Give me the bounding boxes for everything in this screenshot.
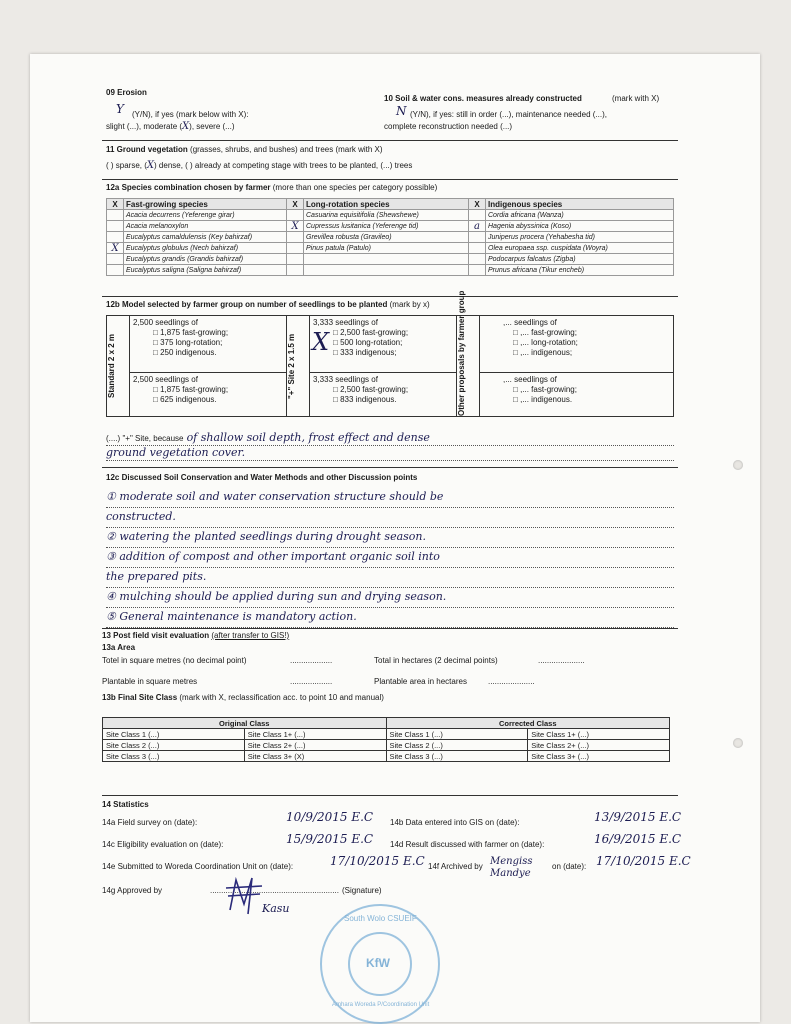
s14a-label: 14a Field survey on (date): xyxy=(102,818,198,827)
corrected-class-plus[interactable]: Site Class 3+ (...) xyxy=(528,751,670,762)
s14c-label: 14c Eligibility evaluation on (date): xyxy=(102,840,224,849)
std1-line: □ 1,875 fast-growing; xyxy=(153,328,229,337)
s14d-label: 14d Result discussed with farmer on (date): xyxy=(390,840,545,849)
other1-line: □ ,... fast-growing; xyxy=(513,328,577,337)
original-class-plus[interactable]: Site Class 2+ (...) xyxy=(244,740,386,751)
s09-answer: Y xyxy=(116,102,124,116)
plus1-line: □ 333 indigenous; xyxy=(333,348,397,357)
stamp-center: KfW xyxy=(366,956,390,970)
s14b-label: 14b Data entered into GIS on (date): xyxy=(390,818,520,827)
s09-line2: slight (...), moderate (X), severe (...) xyxy=(106,121,235,132)
std1-line: □ 250 indigenous. xyxy=(153,348,217,357)
indig-species: Olea europaea ssp. cuspidata (Woyra) xyxy=(486,243,674,254)
plant-ha-label: Plantable area in hectares xyxy=(374,677,467,686)
fast-species: Eucalyptus camaldulensis (Key bahirzaf) xyxy=(124,232,287,243)
approved-by-field[interactable]: .......................................................... xyxy=(210,886,339,895)
s14e-label: 14e Submitted to Woreda Coordination Unit on (date): xyxy=(102,862,294,871)
plant-sqm-field[interactable]: ................... xyxy=(290,677,333,686)
other2-line: □ ,... indigenous. xyxy=(513,394,573,404)
col-x: X xyxy=(107,199,124,210)
std2-total: 2,500 seedlings of xyxy=(133,374,198,384)
s14-title: 14 Statistics xyxy=(102,800,149,809)
erosion-section xyxy=(102,82,678,140)
indig-species: Juniperus procera (Yehabesha tid) xyxy=(486,232,674,243)
s14f-name: Mengiss Mandye xyxy=(490,856,533,879)
indig-species: Cordia africana (Wanza) xyxy=(486,210,674,221)
s10-answer: N xyxy=(396,104,407,118)
site-class-row xyxy=(103,729,670,740)
s14g-label: 14g Approved by xyxy=(102,886,163,895)
s10-line2: complete reconstruction needed (...) xyxy=(384,122,513,131)
standard-label-cell xyxy=(107,316,130,417)
s12c-title: 12c Discussed Soil Conservation and Water Methods and other Discussion points xyxy=(106,473,418,482)
indig-species: Hagenia abyssinica (Koso) xyxy=(486,221,674,232)
s14f-on: on (date): xyxy=(552,862,587,871)
reason-line-1: (....) "+" Site, because of shallow soil depth, frost effect and dense xyxy=(106,431,674,446)
indig-mark xyxy=(469,243,486,254)
area-title: 13a Area xyxy=(102,643,136,652)
approver-handwriting: Kasu xyxy=(262,902,290,915)
form-content xyxy=(102,82,691,936)
plus2-total: 3,333 seedlings of xyxy=(313,374,378,384)
long-species: Pinus patula (Patulo) xyxy=(304,243,469,254)
stamp-top: South Wolo CSUEIF xyxy=(344,914,417,923)
long-header: Long-rotation species xyxy=(304,199,469,210)
species-row xyxy=(107,243,674,254)
s12a-title: 12a Species combination chosen by farmer (more than one species per category possible) xyxy=(106,183,438,192)
std2-line: □ 1,875 fast-growing; xyxy=(153,384,229,394)
fast-mark xyxy=(107,254,124,265)
fast-header: Fast-growing species xyxy=(124,199,287,210)
species-row xyxy=(107,221,674,232)
indig-mark xyxy=(469,210,486,221)
s14a-value: 10/9/2015 E.C xyxy=(286,810,374,824)
other1-total: ,... seedlings of xyxy=(503,318,557,327)
plus-mark: X xyxy=(312,328,330,356)
other1-line: □ ,... long-rotation; xyxy=(513,338,578,347)
fast-mark xyxy=(107,232,124,243)
species-row xyxy=(107,210,674,221)
site-class-row xyxy=(103,740,670,751)
corrected-class-plus[interactable]: Site Class 1+ (...) xyxy=(528,729,670,740)
other-option-2 xyxy=(480,372,674,416)
other-option-1 xyxy=(480,316,674,373)
s10-title: 10 Soil & water cons. measures already constructed xyxy=(384,94,582,103)
fast-species: Acacia decurrens (Yeferenge girar) xyxy=(124,210,287,221)
discussion-line: constructed. xyxy=(106,508,674,528)
long-mark xyxy=(287,254,304,265)
corrected-class[interactable]: Site Class 3 (...) xyxy=(386,751,528,762)
s14f-label: 14f Archived by xyxy=(428,862,483,871)
signature-label: (Signature) xyxy=(342,886,382,895)
discussion-line: ③ addition of compost and other important organic soil into xyxy=(106,548,674,568)
long-mark xyxy=(287,265,304,276)
std2-line: □ 625 indigenous. xyxy=(153,394,217,404)
fast-species: Eucalyptus grandis (Grandis bahirzaf) xyxy=(124,254,287,265)
s14b-value: 13/9/2015 E.C xyxy=(594,810,682,824)
corrected-class-plus[interactable]: Site Class 2+ (...) xyxy=(528,740,670,751)
indig-mark xyxy=(469,265,486,276)
site-class-table xyxy=(102,717,670,762)
std-option-2 xyxy=(130,372,287,416)
fast-species: Eucalyptus globulus (Nech bahirzaf) xyxy=(124,243,287,254)
indig-mark: a xyxy=(469,221,486,232)
s09-title: 09 Erosion xyxy=(106,88,147,97)
s14e-value: 17/10/2015 E.C xyxy=(330,854,425,868)
plus-label: "+" Site 2 x 1.5 m xyxy=(287,333,296,399)
col-x: X xyxy=(469,199,486,210)
discussion-line: ② watering the planted seedlings during drought season. xyxy=(106,528,674,548)
corrected-class[interactable]: Site Class 1 (...) xyxy=(386,729,528,740)
fast-species: Acacia melanoxylon xyxy=(124,221,287,232)
long-species xyxy=(304,265,469,276)
plus-option-1 xyxy=(310,316,457,373)
original-class[interactable]: Site Class 1 (...) xyxy=(103,729,245,740)
col-x: X xyxy=(287,199,304,210)
other2-line: □ ,... fast-growing; xyxy=(513,384,577,394)
species-row xyxy=(107,232,674,243)
discussion-line: ④ mulching should be applied during sun and drying season. xyxy=(106,588,674,608)
s10-line1: (Y/N), if yes: still in order (...), maintenance needed (...), xyxy=(410,110,607,119)
s10-title-suffix: (mark with X) xyxy=(612,94,660,103)
post-field-section xyxy=(102,628,678,795)
stamp-bottom: Amhara Woreda P/Coordination Unit xyxy=(332,1002,430,1008)
punch-hole xyxy=(733,738,743,748)
plus-label-cell xyxy=(287,316,310,417)
site-class-row xyxy=(103,751,670,762)
long-mark: X xyxy=(287,221,304,232)
plus-option-2 xyxy=(310,372,457,416)
long-species: Cupressus lusitanica (Yeferenge tid) xyxy=(304,221,469,232)
plus1-line: □ 2,500 fast-growing; xyxy=(333,328,409,337)
plant-ha-field[interactable]: ..................... xyxy=(488,677,535,686)
s13-title: 13 Post field visit evaluation (after transfer to GIS!) xyxy=(102,631,290,640)
species-row xyxy=(107,265,674,276)
punch-hole xyxy=(733,460,743,470)
plant-sqm-label: Plantable in square metres xyxy=(102,677,198,686)
official-stamp xyxy=(320,904,440,1024)
plus-site-reason xyxy=(106,431,674,461)
species-row xyxy=(107,254,674,265)
long-mark xyxy=(287,232,304,243)
indig-species: Prunus africana (Tikur encheb) xyxy=(486,265,674,276)
discussion-line: the prepared pits. xyxy=(106,568,674,588)
discussion-lines xyxy=(106,488,674,628)
original-class-plus[interactable]: Site Class 1+ (...) xyxy=(244,729,386,740)
long-species xyxy=(304,254,469,265)
reason-line-2: ground vegetation cover. xyxy=(106,446,674,461)
std1-line: □ 375 long-rotation; xyxy=(153,338,223,347)
std1-total: 2,500 seedlings of xyxy=(133,318,198,327)
s09-line1: (Y/N), if yes (mark below with X): xyxy=(132,110,249,119)
corrected-class[interactable]: Site Class 2 (...) xyxy=(386,740,528,751)
species-table xyxy=(106,198,674,276)
plus2-line: □ 2,500 fast-growing; xyxy=(333,384,409,394)
fast-mark xyxy=(107,210,124,221)
long-species: Casuarina equisitifolia (Shewshewe) xyxy=(304,210,469,221)
s11-options: ( ) sparse, (X) dense, ( ) already at competing stage with trees to be planted, (...) trees xyxy=(106,160,413,171)
s12b-title: 12b Model selected by farmer group on number of seedlings to be planted (mark by x) xyxy=(106,300,430,309)
s11-title: 11 Ground vegetation (grasses, shrubs, and bushes) and trees (mark with X) xyxy=(106,145,383,154)
other2-total: ,... seedlings of xyxy=(503,374,557,384)
long-mark xyxy=(287,210,304,221)
s14f-value: 17/10/2015 E.C xyxy=(596,854,691,868)
discussion-line: ① moderate soil and water conservation structure should be xyxy=(106,488,674,508)
plus2-line: □ 833 indigenous. xyxy=(333,394,397,404)
long-species: Grevillea robusta (Gravileo) xyxy=(304,232,469,243)
total-ha-field[interactable]: ..................... xyxy=(538,656,585,665)
total-sqm-label: Totel in square metres (no decimal point) xyxy=(102,656,247,665)
discussion-section xyxy=(102,467,678,628)
original-class-header: Original Class xyxy=(103,718,387,729)
plus1-line: □ 500 long-rotation; xyxy=(333,338,403,347)
original-class[interactable]: Site Class 3 (...) xyxy=(103,751,245,762)
species-section xyxy=(102,179,678,296)
std-option-1 xyxy=(130,316,287,373)
other-label-cell xyxy=(457,290,480,417)
indig-header: Indigenous species xyxy=(486,199,674,210)
standard-label: Standard 2 x 2 m xyxy=(107,333,116,399)
fast-mark xyxy=(107,265,124,276)
fast-mark: X xyxy=(107,243,124,254)
other1-line: □ ,... indigenous; xyxy=(513,348,573,357)
s14d-value: 16/9/2015 E.C xyxy=(594,832,682,846)
long-mark xyxy=(287,243,304,254)
original-class-plus[interactable]: Site Class 3+ (X) xyxy=(244,751,386,762)
model-section xyxy=(102,290,678,467)
final-title: 13b Final Site Class (mark with X, reclassification acc. to point 10 and manual) xyxy=(102,693,384,702)
indig-mark xyxy=(469,232,486,243)
corrected-class-header: Corrected Class xyxy=(386,718,670,729)
discussion-line: ⑤ General maintenance is mandatory action. xyxy=(106,608,674,628)
original-class[interactable]: Site Class 2 (...) xyxy=(103,740,245,751)
other-label: Other proposals by farmer group xyxy=(457,290,466,416)
indig-mark xyxy=(469,254,486,265)
total-ha-label: Total in hectares (2 decimal points) xyxy=(374,656,498,665)
indig-species: Podocarpus falcatus (Zigba) xyxy=(486,254,674,265)
fast-species: Eucalyptus saligna (Saligna bahirzaf) xyxy=(124,265,287,276)
total-sqm-field[interactable]: ................... xyxy=(290,656,333,665)
plus1-total: 3,333 seedlings of xyxy=(313,318,378,327)
ground-vegetation-section xyxy=(102,140,678,179)
s14c-value: 15/9/2015 E.C xyxy=(286,832,374,846)
fast-mark xyxy=(107,221,124,232)
